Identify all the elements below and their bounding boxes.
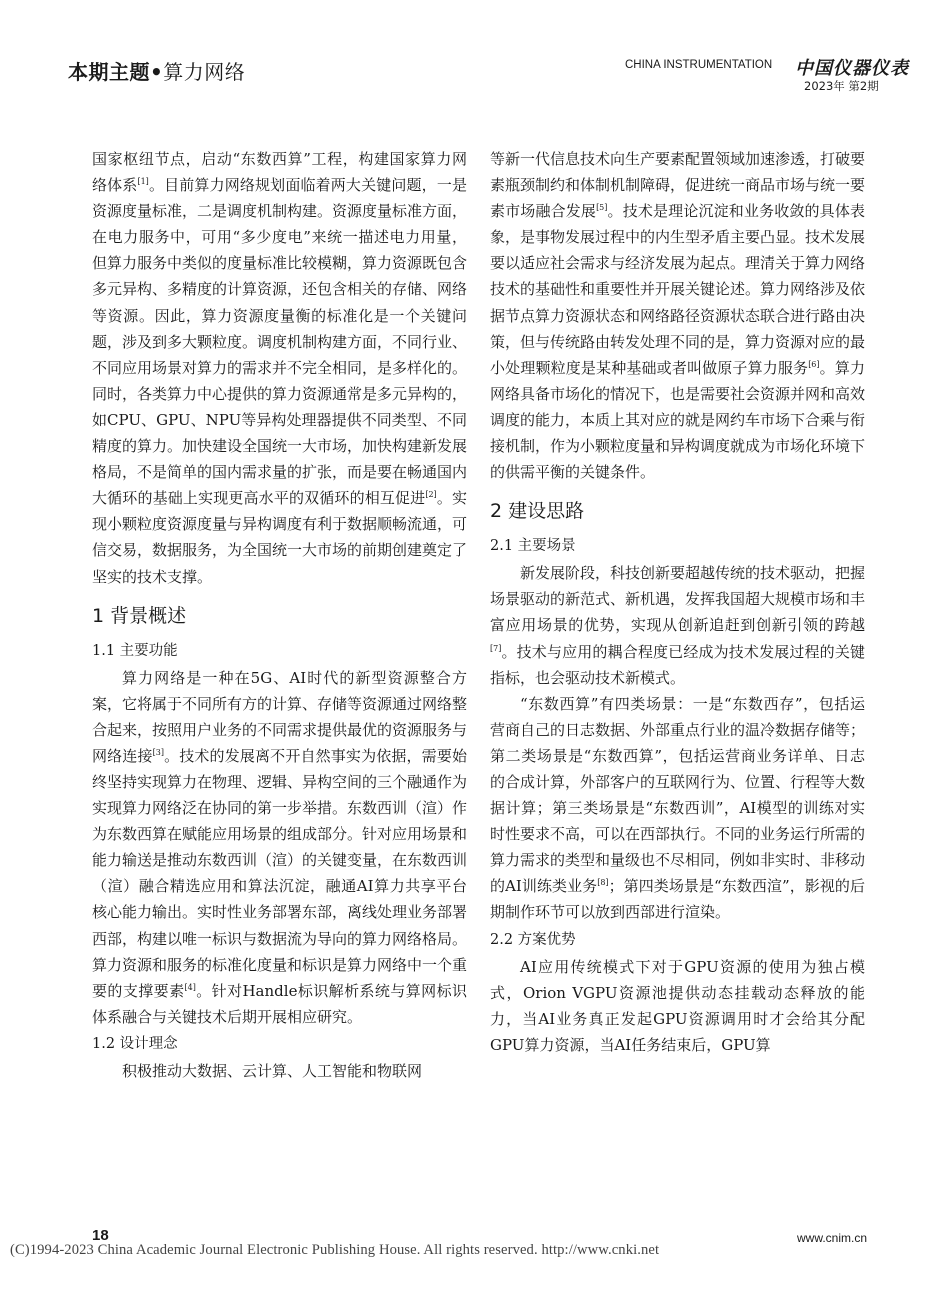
section-topic: 算力网络	[163, 60, 246, 84]
paragraph: 积极推动大数据、云计算、人工智能和物联网	[122, 1061, 423, 1080]
section-tag	[68, 56, 245, 85]
subsection-heading: 1.1 主要功能	[92, 642, 178, 659]
citation[interactable]: [7]	[490, 643, 502, 653]
paragraph: 算力网络是一种在5G、AI时代的新型资源整合方案，它将属于不同所有方的计算、存储等资源通过网络整合起来，按照用户业务的不同需求提供最优的资源服务与网络连接[3]。技术的发展离不开自然事实为依据，需要始终坚持实现算力在物理、逻辑、异构空间的三个融通作为实现算力网络泛在协同的第一步举措。东数西训（渲）作为东数西算在赋能应用场景的组成部分。针对应用场景和能力输送是推动东数西训（渲）的关键变量，在东数西训（渲）融合精选应用和算法沉淀，融通AI算力共享平台核心能力输出。实时性业务部署东部，离线处理业务部署西部，构建以唯一标识与数据流为导向的算力网络格局。算力资源和服务的标准化度量和标识是算力网络中一个重要的支撑要素[4]。针对Handle标识解析系统与算网标识体系融合与关键技术后期开展相应研究。	[92, 668, 468, 1026]
citation[interactable]: [3]	[152, 747, 164, 757]
citation[interactable]: [2]	[425, 490, 437, 500]
citation[interactable]: [1]	[137, 177, 149, 187]
page-header	[0, 0, 950, 100]
left-column	[92, 146, 467, 1084]
subsection-heading: 1.2 设计理念	[92, 1035, 178, 1052]
paragraph: AI应用传统模式下对于GPU资源的使用为独占模式，Orion VGPU资源池提供动态挂载动态释放的能力，当AI业务真正发起GPU资源调用时才会给其分配GPU算力资源，当AI任务结束后，GPU算	[490, 957, 865, 1054]
journal-website[interactable]: www.cnim.cn	[797, 1231, 868, 1245]
issue-number: 2023年 第2期	[804, 79, 879, 93]
page-number: 18	[92, 1227, 109, 1244]
paragraph: 等新一代信息技术向生产要素配置领域加速渗透，打破要素瓶颈制约和体制机制障碍，促进统一商品市场与统一要素市场融合发展[5]。技术是理论沉淀和业务收敛的具体表象，是事物发展过程中的内生型矛盾主要凸显。技术发展要以适应社会需求与经济发展为起点。理清关于算力网络技术的基础性和重要性并开展关键论述。算力网络涉及依据节点算力资源状态和网络路径资源状态联合进行路由决策，但与传统路由转发处理不同的是，算力资源对应的最小处理颗粒度是某种基础或者叫做原子算力服务[6]。算力网络具备市场化的情况下，也是需要社会资源并网和高效调度的能力，本质上其对应的就是网约车市场下合乘与衔接机制，作为小颗粒度量和异构调度就成为市场化环境下的供需平衡的关键条件。	[490, 150, 866, 482]
paragraph: “东数西算”有四类场景：一是“东数西存”，包括运营商自己的日志数据、外部重点行业的温冷数据存储等；第二类场景是“东数西算”，包括运营商业务详单、日志的合成计算，外部客户的互联网行为、位置、行程等大数据计算；第三类场景是“东数西训”，AI模型的训练对实时性要求不高，可以在西部执行。不同的业务运行所需的算力需求的类型和量级也不尽相同，例如非实时、非移动的AI训练类业务[8]；第四类场景是“东数西渲”，影视的后期制作环节可以放到西部进行渲染。	[490, 694, 866, 922]
section-heading: 2 建设思路	[490, 500, 585, 523]
citation[interactable]: [5]	[596, 203, 608, 213]
paragraph: 新发展阶段，科技创新要超越传统的技术驱动，把握场景驱动的新范式、新机遇，发挥我国超大规模市场和丰富应用场景的优势，实现从创新追赶到创新引领的跨越[7]。技术与应用的耦合程度已经成为技术发展过程的关键指标，也会驱动技术新模式。	[490, 564, 866, 687]
paragraph: 国家枢纽节点，启动“东数西算”工程，构建国家算力网络体系[1]。目前算力网络规划面临着两大关键问题，一是资源度量标准，二是调度机制构建。资源度量标准方面，在电力服务中，可用“多少度电”来统一描述电力用量，但算力服务中类似的度量标准比较模糊，算力资源既包含多元异构、多精度的计算资源，还包含相关的存储、网络等资源。因此，算力资源度量衡的标准化是一个关键问题，涉及到多大颗粒度。调度机制构建方面，不同行业、不同应用场景对算力的需求并不完全相同，是多样化的。同时，各类算力中心提供的算力资源通常是多元异构的，如CPU、GPU、NPU等异构处理器提供不同类型、不同精度的算力。加快建设全国统一大市场，加快构建新发展格局，不是简单的国内需求量的扩张，而是要在畅通国内大循环的基础上实现更高水平的双循环的相互促进[2]。实现小颗粒度资源度量与异构调度有利于数据顺畅流通，可信交易，数据服务，为全国统一大市场的前期创建奠定了坚实的技术支撑。	[92, 150, 468, 586]
subsection-heading: 2.1 主要场景	[490, 538, 576, 555]
subsection-heading: 2.2 方案优势	[490, 931, 576, 948]
citation[interactable]: [4]	[184, 982, 196, 992]
journal-english-name: CHINA INSTRUMENTATION	[625, 59, 773, 71]
journal-logo: 中国仪器仪表	[795, 58, 909, 79]
section-bullet: •	[150, 60, 164, 84]
section-tag-label: 本期主题	[68, 60, 150, 84]
copyright-notice: (C)1994-2023 China Academic Journal Electronic Publishing House. All rights reserved. http://www.cnki.net	[10, 1242, 660, 1258]
right-column	[490, 146, 865, 1058]
section-heading: 1 背景概述	[92, 604, 187, 627]
citation[interactable]: [8]	[597, 878, 609, 888]
citation[interactable]: [6]	[808, 359, 820, 369]
